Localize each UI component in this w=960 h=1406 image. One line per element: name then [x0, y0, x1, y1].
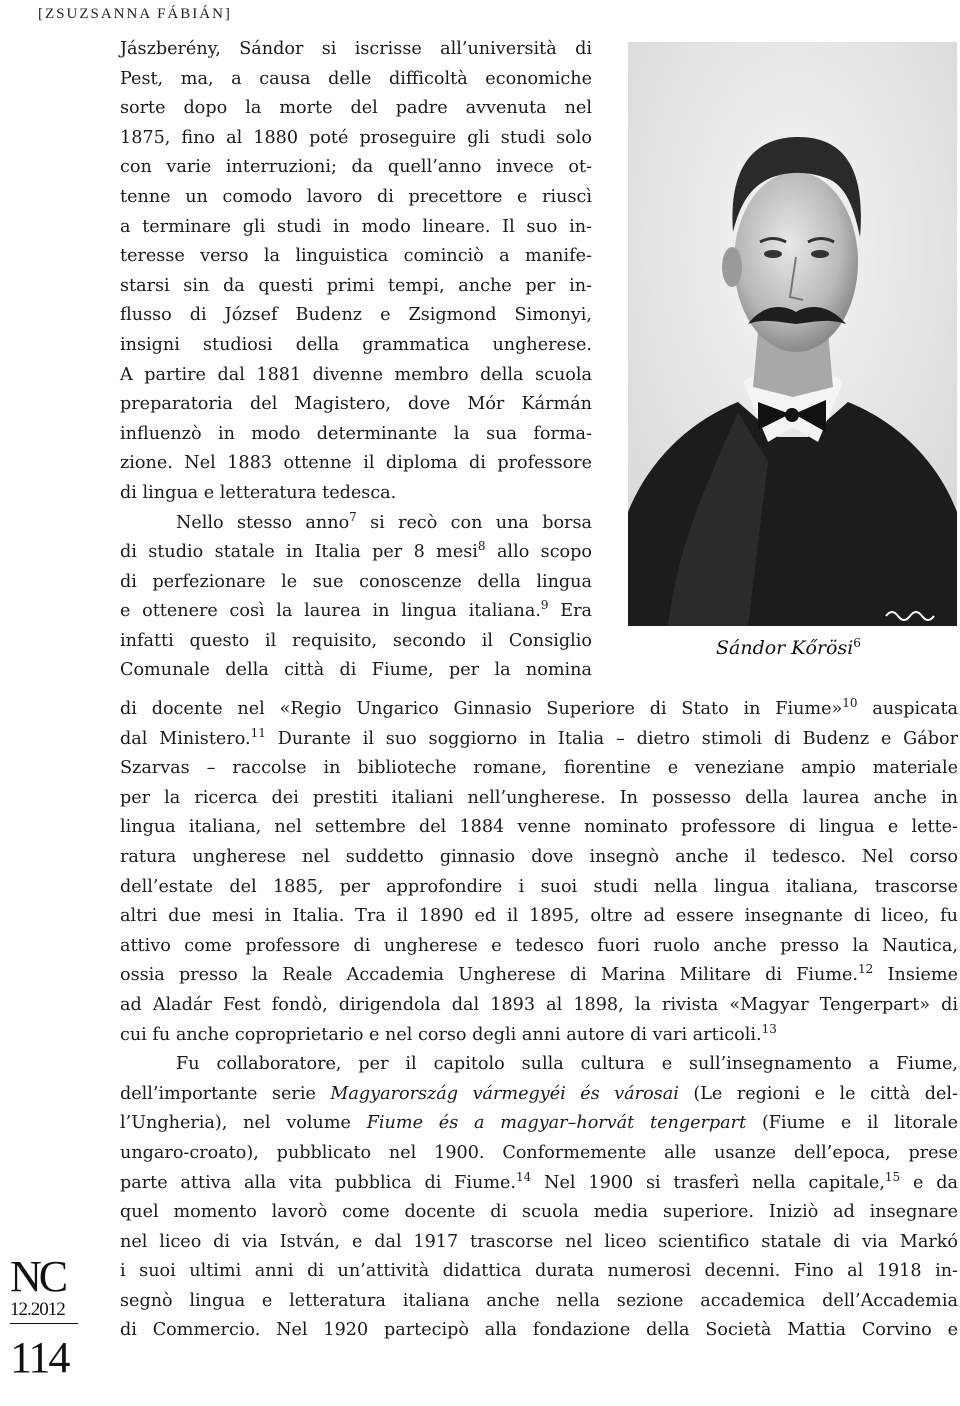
text-line: di perfezionare le sue conoscenze della lingua	[120, 571, 592, 592]
text-line: preparatoria del Magistero, dove Mór Kármán	[120, 394, 592, 415]
text-line: di Commercio. Nel 1920 partecipò alla fondazione della Società Mattia Corvino e	[120, 1320, 958, 1341]
text-line: 1875, fino al 1880 poté proseguire gli studi solo	[120, 127, 592, 148]
text-line: dal Ministero.$^{11}$ Durante il suo soggiorno in Italia – dietro stimoli di Budenz e Gábor	[120, 725, 958, 749]
text-line: cui fu anche coproprietario e nel corso degli anni autore di vari articoli.$^{13}$	[120, 1021, 777, 1045]
text-line: l’Ungheria), nel volume Fiume és a magyar–horvát tengerpart (Fiume e il litorale	[120, 1113, 958, 1134]
text-line: con varie interruzioni; da quell’anno invece ot-	[120, 157, 592, 178]
text-line: influenzò in modo determinante la sua forma-	[120, 423, 592, 444]
footnote-ref[interactable]: 10	[842, 696, 858, 710]
footnote-ref[interactable]: 7	[349, 509, 357, 524]
text-line: insigni studiosi della grammatica ungherese.	[120, 334, 592, 355]
text-line: quel momento lavorò come docente di scuola media superiore. Iniziò ad insegnare	[120, 1202, 958, 1223]
text-line: sorte dopo la morte del padre avvenuta nel	[120, 98, 592, 119]
text-line: ad Aladár Fest fondò, dirigendola dal 1893 al 1898, la rivista «Magyar Tengerpart» di	[120, 994, 958, 1015]
footnote-ref[interactable]: 11	[250, 725, 266, 740]
text-line: zione. Nel 1883 ottenne il diploma di professore	[120, 453, 592, 474]
italic-title: Magyarország vármegyéi és városai	[330, 1083, 679, 1104]
journal-abbr: NC	[10, 1252, 66, 1301]
text-line: Pest, ma, a causa delle difficoltà economiche	[120, 68, 592, 89]
text-line: ossia presso la Reale Accademia Ungherese di Marina Militare di Fiume.$^{12}$ Insieme	[120, 962, 958, 986]
running-head: [ZSUZSANNA FÁBIÁN]	[38, 6, 232, 22]
text-line: segnò lingua e letteratura italiana anche nella sezione accademica dell’Accademia	[120, 1290, 958, 1311]
footnote-ref[interactable]: 12	[858, 962, 874, 977]
text-line: i suoi ultimi anni di un’attività didattica durata numerosi decenni. Fino al 1918 in-	[120, 1261, 958, 1282]
text-line: A partire dal 1881 divenne membro della scuola	[120, 364, 592, 385]
text-line: a terminare gli studi in modo lineare. Il suo in-	[120, 216, 592, 237]
footnote-ref[interactable]: 8	[477, 539, 486, 554]
text-line: ratura ungherese nel suddetto ginnasio dove insegnò anche il tedesco. Nel corso	[120, 846, 958, 867]
text-line: dell’estate del 1885, per approfondire i suoi studi nella lingua italiana, trascorse	[120, 876, 958, 897]
paragraph-1	[120, 35, 592, 509]
caption-text: Sándor Kőrösi	[716, 637, 854, 659]
italic-title: Fiume és a magyar–horvát tengerpart	[366, 1113, 747, 1134]
text-line: Comunale della città di Fiume, per la nomina	[120, 660, 592, 681]
text-line: e ottenere così la laurea in lingua italiana.$^9$ Era	[120, 598, 592, 622]
portrait-illustration	[628, 42, 957, 626]
text-line: lingua italiana, nel settembre del 1884 venne nominato professore di lingua e lette-	[120, 817, 958, 838]
text-line: ungaro-croato), pubblicato nel 1900. Conformemente alle usanze dell’epoca, prese	[120, 1142, 958, 1163]
text-line: Jászberény, Sándor si iscrisse all’università di	[120, 39, 592, 59]
caption-footnote-ref[interactable]: 6	[853, 636, 861, 650]
photo-caption	[716, 636, 861, 659]
text-line: flusso di József Budenz e Zsigmond Simonyi,	[120, 305, 592, 326]
text-line: di lingua e letteratura tedesca.	[120, 482, 397, 503]
text-line: altri due mesi in Italia. Tra il 1890 ed il 1895, oltre ad essere insegnante di liceo, fu	[120, 906, 958, 927]
body-text-narrow	[120, 35, 592, 686]
text-line: teresse verso la linguistica cominciò a manife-	[120, 246, 592, 267]
footnote-ref[interactable]: 9	[540, 598, 549, 613]
journal-issue: 12.2012	[10, 1299, 78, 1324]
footnote-ref[interactable]: 15	[884, 1169, 901, 1184]
footnote-ref[interactable]: 13	[761, 1021, 777, 1036]
paragraph-2-cont	[120, 695, 958, 1050]
footnote-ref[interactable]: 14	[516, 1169, 532, 1184]
page-number: 114	[10, 1333, 69, 1382]
portrait-photo	[628, 42, 957, 626]
text-line: di docente nel «Regio Ungarico Ginnasio Superiore di Stato in Fiume»$^{10}$ auspicata	[120, 696, 959, 719]
text-line: attivo come professore di ungherese e tedesco fuori ruolo anche presso la Nautica,	[120, 935, 958, 956]
text-line: Szarvas – raccolse in biblioteche romane, fiorentine e veneziane ampio materiale	[120, 758, 958, 779]
text-line: infatti questo il requisito, secondo il Consiglio	[120, 630, 592, 651]
text-line: parte attiva alla vita pubblica di Fiume.$^{14}$ Nel 1900 si trasferì nella capitale,$^{15}$ e da	[120, 1169, 958, 1193]
text-line: nel liceo di via István, e dal 1917 trascorse nel liceo scientifico statale di via Markó	[120, 1231, 958, 1252]
journal-marker	[10, 1252, 78, 1382]
body-text-wide	[120, 695, 958, 1346]
text-line: per la ricerca dei prestiti italiani nell’ungherese. In possesso della laurea anche in	[120, 787, 958, 808]
text-line: tenne un comodo lavoro di precettore e riuscì	[120, 186, 592, 207]
text-line: Nello stesso anno$^7$ si recò con una borsa	[176, 509, 592, 533]
text-line: dell’importante serie Magyarország vármegyéi és városai (Le regioni e le città del-	[120, 1083, 958, 1104]
text-line: starsi sin da questi primi tempi, anche per in-	[120, 275, 592, 296]
text-line: Fu collaboratore, per il capitolo sulla cultura e sull’insegnamento a Fiume,	[176, 1054, 958, 1075]
text-line: di studio statale in Italia per 8 mesi$^8$ allo scopo	[120, 539, 592, 563]
paragraph-3	[120, 1050, 958, 1346]
paragraph-2-start	[120, 509, 592, 687]
